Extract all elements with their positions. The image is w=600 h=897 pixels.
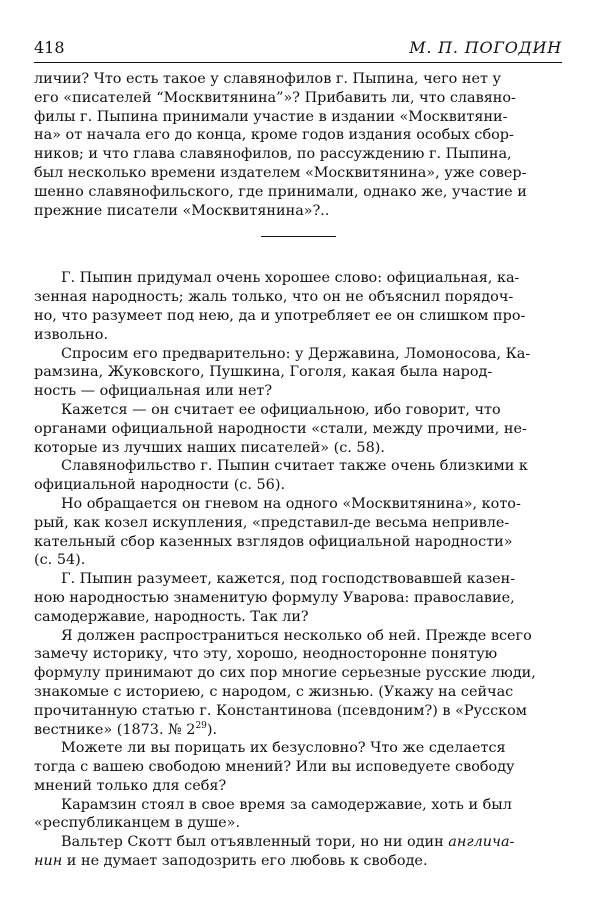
text-line: шенно славянофильского, где принимали, однако же, участие и (34, 183, 527, 200)
text-line: формулу принимают до сих пор многие серьезные русские люди, (34, 665, 536, 682)
text-line: но, что разумеет под нею, да и употребляет ее он слишком про- (34, 307, 526, 324)
text-line: замечу историку, что эту, хорошо, неодносторонне понятую (34, 646, 498, 663)
text-segment: и не думает заподозрить его любовь к свободе. (62, 853, 428, 870)
text-line: самодержавие, народность. Так ли? (34, 608, 309, 625)
text-line: личии? Что есть такое у славянофилов г. Пыпина, чего нет у (34, 71, 501, 87)
text-line (34, 721, 562, 740)
text-line: Спросим его предварительно: у Державина, Ломоносова, Ка- (61, 345, 531, 362)
text-line: филы г. Пыпина принимали участие в издании «Москвитяни- (34, 108, 508, 125)
text-line: ников; и что глава славянофилов, по рассуждению г. Пыпина, (34, 146, 512, 163)
text-line: (с. 54). (34, 552, 86, 569)
text-line: органами официальной народности «стали, между прочими, не- (34, 420, 527, 437)
footnote-reference: 29 (195, 720, 207, 731)
text-line: Я должен распространиться несколько об ней. Прежде всего (61, 627, 532, 644)
text-line: Кажется — он считает ее официальною, ибо говорит, что (61, 401, 501, 418)
text-line: Но обращается он гневом на одного «Москвитянина», кото- (61, 495, 521, 512)
text-line: был несколько времени издателем «Москвитянина», уже совер- (34, 164, 527, 181)
text-line: на» от начала его до конца, кроме годов издания особых сбор- (34, 127, 514, 144)
text-line: которые из лучших наших писателей» (с. 58). (34, 439, 385, 456)
running-title: М. П. ПОГОДИН (409, 38, 562, 57)
text-line: прежние писатели «Москвитянина»?.. (34, 202, 330, 219)
text-line: Г. Пыпин разумеет, кажется, под господствовавшей казен- (61, 571, 516, 588)
text-line: рамзина, Жуковского, Пушкина, Гоголя, какая была народ- (34, 364, 493, 381)
text-line: Славянофильство г. Пыпин считает также очень близкими к (61, 458, 528, 475)
text-line: мнений только для себя? (34, 777, 227, 794)
text-line: ность — официальная или нет? (34, 383, 273, 400)
text-line: его «писателей “Москвитянина”»? Прибавить ли, что славяно- (34, 89, 516, 106)
text-line: извольно. (34, 326, 109, 343)
page-header (34, 38, 562, 63)
text-line: Можете ли вы порицать их безусловно? Что же сделается (61, 740, 506, 757)
text-line: прочитанную статью г. Константинова (псевдоним?) в «Русском (34, 702, 527, 719)
text-line: ною народностью знаменитую формулу Уварова: православие, (34, 589, 515, 606)
paragraph-section-1 (34, 70, 562, 220)
text-segment: ). (206, 721, 218, 738)
italic-word: нин (34, 853, 63, 870)
text-line: знакомые с историею, с народом, с жизнью. (Укажу на сейчас (34, 683, 514, 700)
text-line: кательный сбор казенных взглядов официальной народности» (34, 533, 513, 550)
text-line: «республиканцем в душе». (34, 815, 241, 832)
text-line: Карамзин стоял в свое время за самодержавие, хоть и был (61, 796, 512, 813)
text-line (34, 833, 562, 852)
text-line: официальной народности (с. 56). (34, 477, 286, 494)
text-line: тогда с вашею свободою мнений? Или вы исповедуете свободу (34, 759, 515, 776)
text-segment: Вальтер Скотт был отъявленный тори, но ни один (61, 834, 449, 851)
text-line (34, 852, 562, 871)
section-divider (261, 236, 336, 237)
text-line: зенная народность; жаль только, что он не объяснил порядоч- (34, 289, 514, 306)
text-segment: вестнике» (1873. № 2 (34, 721, 196, 738)
text-line: Г. Пыпин придумал очень хорошее слово: официальная, ка- (61, 270, 520, 287)
page-body (34, 70, 562, 871)
text-line: рый, как козел искупления, «представил-де весьма непривле- (34, 514, 510, 531)
paragraph-section-2 (34, 269, 562, 871)
italic-word: англича- (448, 834, 515, 851)
page-number: 418 (34, 38, 65, 57)
